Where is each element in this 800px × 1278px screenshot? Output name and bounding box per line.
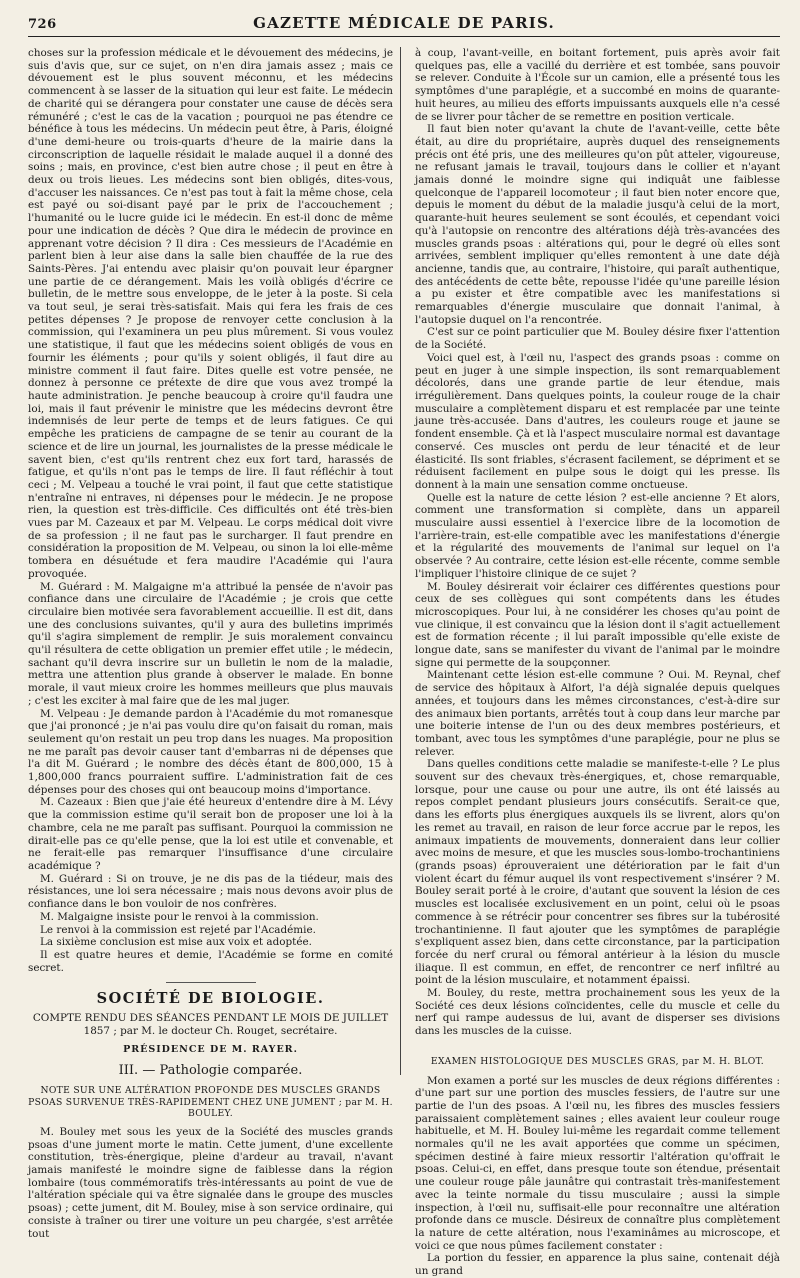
paragraph: M. Bouley, du reste, mettra prochainement sous les yeux de la Société ces deux lésions coïncidentes, celle du muscle et celle du nerf qui rampe audessus de lui, avant de disperser ses divisions dans les muscles de la cuisse. xyxy=(415,987,780,1038)
note-title: NOTE SUR UNE ALTÉRATION PROFONDE DES MUSCLES GRANDS PSOAS SURVENUE TRÈS-RAPIDEMENT CHEZ UNE JUMENT ; par M. H. BOULEY. xyxy=(28,1085,393,1120)
section-divider xyxy=(166,982,256,983)
paragraph: Voici quel est, à l'œil nu, l'aspect des grands psoas : comme on peut en juger à une simple inspection, ils sont remarquablement décolorés, dans une grande partie de leur étendue, mais irrégulièrement. Dans quelques points, la couleur rouge de la chair musculaire a complètement disparu et est remplacée par une teinte jaune très-accusée. Dans d'autres, les couleurs rouge et jaune se fondent ensemble. Çà et là l'aspect musculaire normal est davantage conservé. Ces muscles ont perdu de leur ténacité et de leur élasticité. Ils sont friables, s'écrasent facilement, se dépriment et se réduisent facilement en pulpe sous le doigt qui les presse. Ils donnent à la main une sensation comme onctueuse. xyxy=(415,351,780,491)
paragraph: M. Malgaigne insiste pour le renvoi à la commission. xyxy=(40,910,319,923)
paragraph: M. Velpeau : Je demande pardon à l'Académie du mot romanesque que j'ai prononcé ; je n'ai pas voulu dire qu'on faisait du roman, mais seulement qu'on restait un peu trop dans les nuages. Ma proposition ne me paraît pas devoir causer tant d'embarras ni de dépenses que l'a dit M. Guérard ; le nombre des décès étant de 800,000, 15 à 1,800,000 francs pourraient suffire. L'administration fait de ces dépenses pour des choses qui ont beaucoup moins d'importance. xyxy=(28,707,393,796)
paragraph: C'est sur ce point particulier que M. Bouley désire fixer l'attention de la Société. xyxy=(415,326,780,352)
page-number: 726 xyxy=(28,17,57,32)
page-header xyxy=(28,14,780,37)
paragraph: M. Guérard : Si on trouve, je ne dis pas de la tiédeur, mais des résistances, une loi sera nécessaire ; mais nous devons avoir plus de confiance dans le bon vouloir de nos confrères. xyxy=(28,872,393,911)
paragraph: à coup, l'avant-veille, en boitant fortement, puis après avoir fait quelques pas, elle a vacillé du derrière et est tombée, sans pouvoir se relever. Conduite à l'École sur un camion, elle a présenté tous les symptômes d'une paraplégie, et a succombé en moins de quarante-huit heures, au milieu des efforts impuissants auxquels elle n'a cessé de se livrer pour tâcher de se remettre en position verticale. xyxy=(415,47,780,123)
paragraph: M. Cazeaux : Bien que j'aie été heureux d'entendre dire à M. Lévy que la commission estime qu'il serait bon de proposer une loi à la chambre, cela ne me paraît pas suffisant. Pourquoi la commission ne dirait-elle pas ce qu'elle pense, que la loi est utile et convenable, et ne ferait-elle pas remarquer l'insuffisance d'une circulaire académique ? xyxy=(28,796,393,872)
paragraph: Maintenant cette lésion est-elle commune ? Oui. M. Reynal, chef de service des hôpitaux à Alfort, l'a déjà signalée depuis quelques années, et toujours dans les mêmes circonstances, c'est-à-dire sur des animaux bien portants, arrêtés tout à coup dans leur marche par une boiterie intense de l'un ou des deux membres postérieurs, et tombant, avec tous les symptômes d'une paraplégie, pour ne plus se relever. xyxy=(415,669,780,758)
paragraph: Il faut bien noter qu'avant la chute de l'avant-veille, cette bête était, au dire du propriétaire, auprès duquel des renseignements précis ont été pris, une des meilleures qu'on pût atteler, vigoureuse, ne refusant jamais le travail, toujours dans le collier et n'ayant jamais donné le moindre signe qui indiquât une faiblesse quelconque de l'appareil locomoteur ; il faut bien noter encore que, depuis le moment du début de la maladie jusqu'à celui de la mort, quarante-huit heures seulement se sont écoulés, et cependant voici qu'à l'autopsie on rencontre des altérations déjà très-avancées des muscles grands psoas : altérations qui, pour le degré où elles sont arrivées, semblent impliquer qu'elles remontent à une date déjà ancienne, tandis que, au contraire, l'histoire, qui paraît authentique, des antécédents de cette bête, repousse l'idée qu'une pareille lésion a pu exister et être compatible avec les manifestations si remarquables d'énergie musculaire que donnait l'animal, à l'autopsie duquel on l'a rencontrée. xyxy=(415,123,780,326)
paragraph: Mon examen a porté sur les muscles de deux régions différentes : d'une part sur une portion des muscles fessiers, de l'autre sur une partie de l'un des psoas. A l'œil nu, les fibres des muscles fessiers paraissaient complètement saines ; elles avaient leur couleur rouge habituelle, et M. H. Bouley lui-même les regardait comme tellement normales qu'il ne les avait apportées que comme un spécimen, spécimen destiné à faire mieux ressortir l'altération qu'offrait le psoas. Celui-ci, en effet, dans presque toute son étendue, présentait une couleur rouge pâle jaunâtre qui contrastait très-manifestement avec la teinte normale du tissu musculaire ; aussi la simple inspection, à l'œil nu, suffisait-elle pour reconnaître une altération profonde dans ce muscle. Désireux de connaître plus complètement la nature de cette altération, nous l'examinâmes au microscope, et voici ce que nous pûmes facilement constater : xyxy=(415,1074,780,1252)
paragraph: Dans quelles conditions cette maladie se manifeste-t-elle ? Le plus souvent sur des chevaux très-énergiques, et, chose remarquable, lorsque, pour une cause ou pour une autre, ils ont été laissés au repos complet pendant plusieurs jours consécutifs. Serait-ce que, dans les efforts plus énergiques auxquels ils se livrent, alors qu'on les remet au travail, en raison de leur force accrue par le repos, les animaux impatients de mouvements, donneraient dans leur collier avec moins de mesure, et que les muscles sous-lombo-trochantiniens (grands psoas) éprouveraient une détérioration par le fait d'un violent écart du fémur auquel ils vont respectivement s'insérer ? M. Bouley serait porté à le croire, d'autant que souvent la lésion de ces muscles est localisée exclusivement en un point, celui où le psoas commence à se rétrécir pour concentrer ses fibres sur la tubérosité trochantinienne. Il faut ajouter que les symptômes de paraplégie s'expliquent assez bien, dans cette circonstance, par la participation forcée du nerf crural ou fémoral antérieur à la lésion du muscle iliaque. Il est commun, en effet, de rencontrer ce nerf infiltré au point de la lésion musculaire, et notamment épaissi. xyxy=(415,758,780,987)
compte-rendu-heading: COMPTE RENDU DES SÉANCES PENDANT LE MOIS DE JUILLET 1857 ; par M. le docteur Ch. Rouget, secrétaire. xyxy=(32,1012,389,1038)
paragraph: M. Bouley met sous les yeux de la Société des muscles grands psoas d'une jument morte le matin. Cette jument, d'une excellente constitution, très-énergique, pleine d'ardeur au travail, n'avant jamais manifesté le moindre signe de faiblesse dans la région lombaire (tous commémoratifs très-intéressants au point de vue de l'altération spéciale qui va être signalée dans le groupe des muscles psoas) ; cette jument, dit M. Bouley, mise à son service ordinaire, qui consiste à traîner ou tirer une voiture un peu chargée, s'est arrêtée tout xyxy=(28,1125,393,1240)
presidence-line: PRÉSIDENCE DE M. RAYER. xyxy=(123,1044,298,1056)
paragraph: Quelle est la nature de cette lésion ? est-elle ancienne ? Et alors, comment une transformation si complète, dans un appareil musculaire aussi essentiel à l'exercice libre de la locomotion de l'arrière-train, est-elle compatible avec les manifestations d'énergie et la régularité des mouvements de l'animal sur lequel on l'a observée ? Au contraire, cette lésion est-elle récente, comme semble l'impliquer l'histoire clinique de ce sujet ? xyxy=(415,491,780,580)
society-title: SOCIÉTÉ DE BIOLOGIE. xyxy=(96,990,325,1008)
journal-title: GAZETTE MÉDICALE DE PARIS. xyxy=(253,14,555,32)
exam-title: EXAMEN HISTOLOGIQUE DES MUSCLES GRAS, par M. H. BLOT. xyxy=(430,1055,765,1067)
paragraph: La sixième conclusion est mise aux voix et adoptée. xyxy=(40,936,312,949)
text-columns xyxy=(28,47,780,1278)
right-column xyxy=(415,47,780,1278)
paragraph: M. Guérard : M. Malgaigne m'a attribué la pensée de n'avoir pas confiance dans une circulaire de l'Académie ; je crois que cette circulaire bien motivée sera favorablement accueillie. Il est dit, dans une des conclusions suivantes, qu'il y aura des bulletins imprimés qu'il s'agira simplement de remplir. Je suis moralement convaincu qu'il résultera de cette obligation un premier effet utile ; le médecin, sachant qu'il devra inscrire sur un bulletin le nom de la maladie, mettra une attention plus grande à observer le malade. En bonne morale, il vaut mieux croire les hommes meilleurs que plus mauvais ; c'est les exciter à mal faire que de les mal juger. xyxy=(28,580,393,707)
paragraph: Il est quatre heures et demie, l'Académie se forme en comité secret. xyxy=(28,948,393,974)
paragraph: M. Bouley désirerait voir éclairer ces différentes questions pour ceux de ses collègues qui sont compétents dans les études microscopiques. Pour lui, à ne considérer les choses qu'au point de vue clinique, il est convaincu que la lésion dont il s'agit actuellement est de formation récente ; il lui paraît impossible qu'elle existe de longue date, sans se manifester du vivant de l'animal par le moindre signe qui permette de la soupçonner. xyxy=(415,580,780,669)
paragraph: choses sur la profession médicale et le dévouement des médecins, je suis d'avis que, sur ce sujet, on n'en dira jamais assez ; mais ce dévouement est le plus souvent méconnu, et les médecins commencent à se lasser de la situation qui leur est faite. Le médecin de charité qui se dérangera pour constater une cause de décès sera rémunéré ; c'est le cas de la vacation ; pourquoi ne pas étendre ce bénéfice à tous les médecins. Un médecin peut être, à Paris, éloigné d'une demi-heure ou trois-quarts d'heure de la mairie dans la circonscription de laquelle résidait le malade auquel il a donné des soins ; mais, en province, c'est bien autre chose ; il peut en être à deux ou trois lieues. Les médecins sont bien obligés, dites-vous, d'accuser les naissances. Ce n'est pas tout à fait la même chose, cela est payé ou soi-disant payé par le prix de l'accouchement ; l'humanité ou le lucre guide ici le médecin. En est-il donc de même pour une indication de décès ? Que dira le médecin de province en apprenant votre décision ? Il dira : Ces messieurs de l'Académie en parlent bien à leur aise dans la salle bien chauffée de la rue des Saints-Pères. J'ai entendu avec plaisir qu'on pouvait leur épargner une partie de ce dérangement. Mais les voilà obligés d'écrire ce bulletin, de le mettre sous enveloppe, de le jeter à la poste. Si cela va tout seul, je serai très-satisfait. Mais qui fera les frais de ces petites dépenses ? Je propose de renvoyer cette conclusion à la commission, qui l'examinera un peu plus mûrement. Si vous voulez une statistique, il faut que les médecins soient obligés de vous en fournir les éléments ; pour qu'ils y soient obligés, il faut dire au ministre comment il faut faire. Dites quelle est votre pensée, ne donnez à personne ce prétexte de dire que vous avez trompé la haute administration. Je penche beaucoup à croire qu'il faudra une loi, mais il faut prévenir le ministre que les médecins devront être indemnisés de leur perte de temps et de leurs fatigues. Ce qui empêche les praticiens de campagne de se tenir au courant de la science et de lire un journal, les journalistes de la presse médicale le savent bien, c'est qu'ils rentrent chez eux fort tard, harassés de fatigue, et qu'ils n'ont pas le temps de lire. Il faut réfléchir à tout ceci ; M. Velpeau a touché le vrai point, il faut que cette statistique n'entraîne ni entraves, ni dépenses pour le médecin. Je ne propose rien, la question est très-difficile. Ces difficultés ont été très-bien vues par M. Cazeaux et par M. Velpeau. Le corps médical doit vivre de sa profession ; il ne faut pas le surcharger. Il faut prendre en considération la proposition de M. Velpeau, ou sinon la loi elle-même tombera en désuétude et fera maudire l'Académie qui l'aura provoquée. xyxy=(28,47,393,580)
paragraph: Le renvoi à la commission est rejeté par l'Académie. xyxy=(40,923,316,936)
paragraph: La portion du fessier, en apparence la plus saine, contenait déjà un grand xyxy=(415,1252,780,1278)
section-heading: III. — Pathologie comparée. xyxy=(118,1062,303,1078)
left-column xyxy=(28,47,401,1240)
